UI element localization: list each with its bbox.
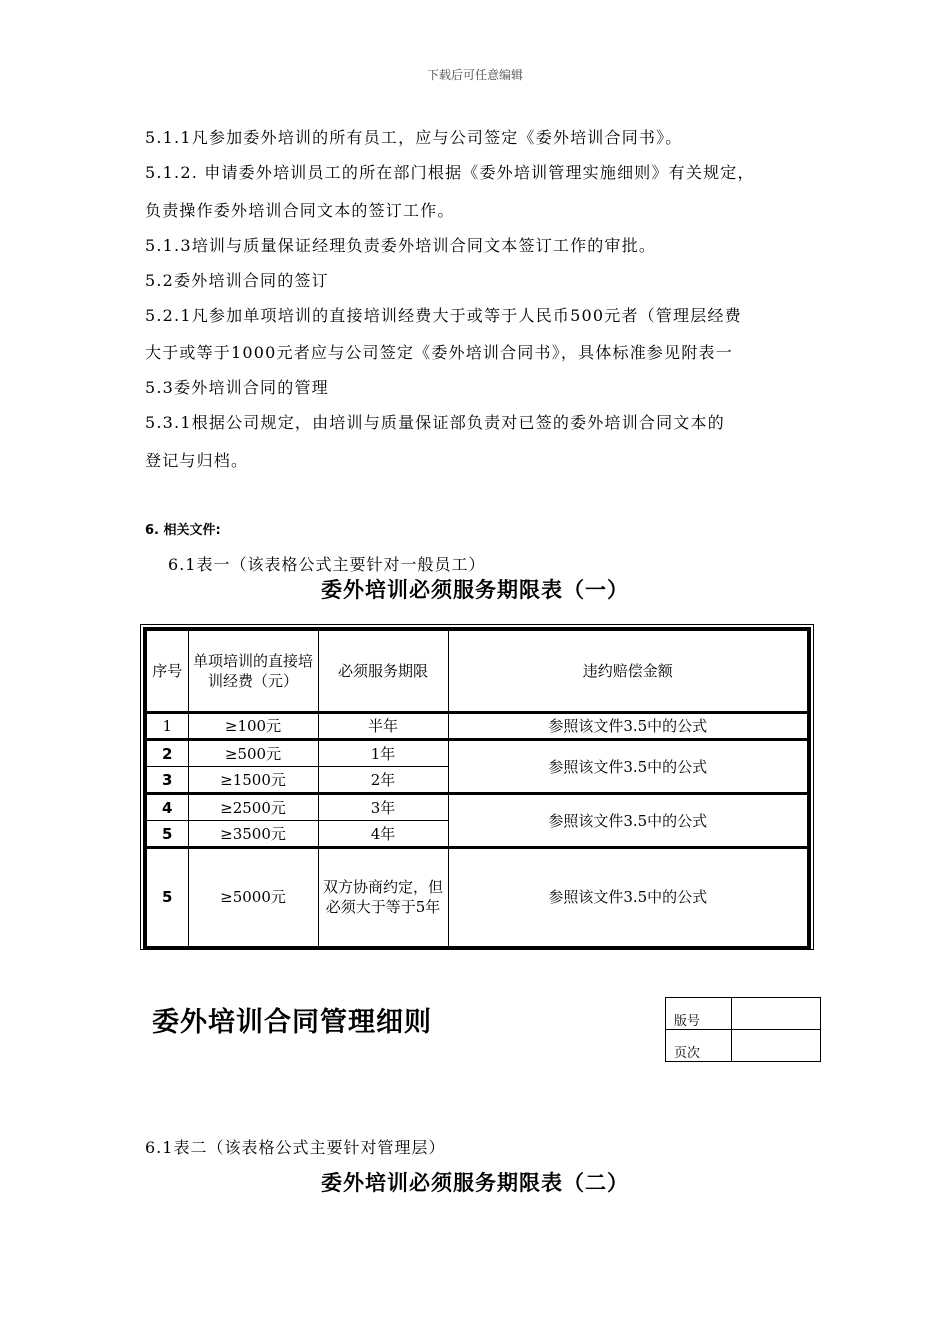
table2-caption: 6.1表二（该表格公式主要针对管理层） [145,1138,446,1157]
cell-seq: 5 [145,848,188,948]
table-row [145,794,809,821]
cell-penalty: 参照该文件3.5中的公式 [448,794,809,848]
cell-seq: 1 [145,713,188,740]
cell-seq: 4 [145,794,188,821]
paragraph: 5.1.3培训与质量保证经理负责委外培训合同文本签订工作的审批。 [145,236,657,255]
table1-title: 委外培训必须服务期限表（一） [321,578,629,602]
cell-fee: ≥2500元 [188,794,318,821]
service-period-table [143,627,811,950]
cell-period: 2年 [318,767,448,794]
cell-period: 4年 [318,821,448,848]
table-row [145,713,809,740]
paragraph: 5.1.2. 申请委外培训员工的所在部门根据《委外培训管理实施细则》有关规定， [145,163,755,182]
header-period: 必须服务期限 [318,629,448,713]
cell-period: 双方协商约定，但必须大于等于5年 [318,848,448,948]
paragraph: 负责操作委外培训合同文本的签订工作。 [145,201,455,220]
paragraph: 5.3.1根据公司规定，由培训与质量保证部负责对已签的委外培训合同文本的 [145,413,725,432]
table-row [145,848,809,948]
table1-caption: 6.1表一（该表格公式主要针对一般员工） [168,555,486,574]
cell-penalty: 参照该文件3.5中的公式 [448,848,809,948]
paragraph: 5.2.1凡参加单项培训的直接培训经费大于或等于人民币500元者（管理层经费 [145,306,742,325]
cell-fee: ≥1500元 [188,767,318,794]
version-box [665,997,821,1062]
cell-period: 1年 [318,740,448,767]
section-title: 6. 相关文件: [145,523,221,538]
version-value [732,998,821,1030]
cell-fee: ≥3500元 [188,821,318,848]
cell-penalty: 参照该文件3.5中的公式 [448,713,809,740]
header-penalty: 违约赔偿金额 [448,629,809,713]
paragraph: 登记与归档。 [145,451,249,470]
page-label: 页次 [666,1030,732,1062]
table-row [145,740,809,767]
header-fee: 单项培训的直接培训经费（元） [188,629,318,713]
cell-fee: ≥100元 [188,713,318,740]
table-header-row [145,629,809,713]
cell-seq: 5 [145,821,188,848]
paragraph: 大于或等于1000元者应与公司签定《委外培训合同书》，具体标准参见附表一 [145,343,733,362]
version-label: 版号 [666,998,732,1030]
cell-fee: ≥5000元 [188,848,318,948]
header-note: 下载后可任意编辑 [426,68,523,82]
cell-seq: 3 [145,767,188,794]
header-seq: 序号 [145,629,188,713]
page-value [732,1030,821,1062]
cell-period: 半年 [318,713,448,740]
table2-title: 委外培训必须服务期限表（二） [321,1171,629,1195]
paragraph: 5.3委外培训合同的管理 [145,378,329,397]
paragraph: 5.2委外培训合同的签订 [145,271,329,290]
page-title: 委外培训合同管理细则 [152,1007,432,1038]
cell-penalty: 参照该文件3.5中的公式 [448,740,809,794]
cell-fee: ≥500元 [188,740,318,767]
paragraph: 5.1.1凡参加委外培训的所有员工，应与公司签定《委外培训合同书》。 [145,128,683,147]
cell-period: 3年 [318,794,448,821]
cell-seq: 2 [145,740,188,767]
